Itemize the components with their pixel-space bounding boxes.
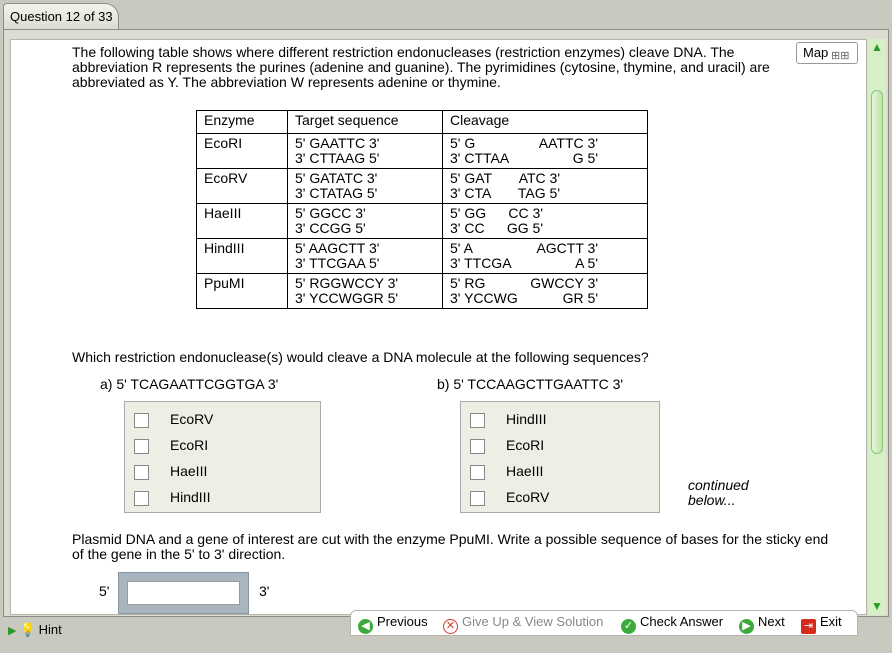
- answer-input-frame: [118, 572, 249, 614]
- part-b-sequence: b) 5' TCCAAGCTTGAATTC 3': [437, 376, 624, 392]
- cleavage-bottom: [450, 291, 598, 306]
- checkbox[interactable]: [470, 439, 485, 454]
- cleavage-top-left: 5' A: [450, 240, 473, 256]
- header-cleavage: Cleavage: [443, 111, 648, 134]
- previous-button[interactable]: [358, 613, 428, 634]
- cleavage-bottom-right: A 5': [575, 255, 598, 271]
- lightbulb-icon: 💡: [19, 622, 36, 637]
- target-bottom: 3' CTTAAG 5': [295, 150, 380, 166]
- option-label: HindIII: [170, 489, 211, 505]
- option-label: EcoRI: [506, 437, 545, 453]
- target-sequence: [288, 134, 443, 169]
- option-label: EcoRV: [170, 411, 214, 427]
- cleavage-bottom: [450, 256, 598, 271]
- previous-label: Previous: [377, 614, 428, 629]
- cleavage-bottom-left: 3' TTCGA: [450, 255, 512, 271]
- cleavage-top-right: AGCTT 3': [536, 240, 598, 256]
- part-b-option[interactable]: [470, 436, 545, 454]
- part-a-sequence: a) 5' TCAGAATTCGGTGA 3': [100, 376, 279, 392]
- exit-button[interactable]: [801, 613, 842, 634]
- cleavage: [443, 169, 648, 204]
- expand-arrow-icon: ▶: [8, 625, 17, 637]
- checkbox[interactable]: [470, 491, 485, 506]
- table-row: [197, 274, 648, 309]
- cleavage-top: [450, 171, 560, 186]
- intro-text: The following table shows where different restriction endonucleases (restriction enzymes) cleave DNA. The abbreviation R represents the purines (adenine and guanine). The pyrimidines (cytosine, thymine, and uracil) are abbreviated as Y. The abbreviation W represents adenine or thymine.: [72, 44, 770, 90]
- table-row: [197, 169, 648, 204]
- part-a-option[interactable]: [134, 462, 208, 480]
- cleavage-bottom-left: 3' CC: [450, 220, 485, 236]
- option-label: EcoRI: [170, 437, 209, 453]
- header-enzyme: Enzyme: [197, 111, 288, 134]
- enzyme-name: EcoRI: [197, 134, 288, 169]
- give-up-x-icon: ✕: [443, 619, 458, 634]
- cleavage-bottom: [450, 151, 598, 166]
- hint-button[interactable]: [8, 622, 62, 638]
- scrollbar-thumb[interactable]: [871, 90, 883, 454]
- target-sequence: [288, 169, 443, 204]
- give-up-label: Give Up & View Solution: [462, 614, 604, 629]
- cleavage-bottom-right: TAG 5': [517, 185, 560, 201]
- cleavage: [443, 204, 648, 239]
- target-bottom: 3' YCCWGGR 5': [295, 290, 399, 306]
- cleavage: [443, 274, 648, 309]
- cleavage-bottom: [450, 221, 543, 236]
- cleavage-top-right: ATC 3': [518, 170, 560, 186]
- target-top: 5' GAATTC 3': [295, 135, 380, 151]
- table-header-row: [197, 111, 648, 134]
- check-icon: ✓: [621, 619, 636, 634]
- target-top: 5' RGGWCCY 3': [295, 275, 399, 291]
- cleavage-bottom: [450, 186, 560, 201]
- question-tab: [3, 3, 119, 29]
- checkbox[interactable]: [470, 465, 485, 480]
- enzyme-name: EcoRV: [197, 169, 288, 204]
- next-button[interactable]: [739, 613, 785, 634]
- part-a-option[interactable]: [134, 436, 209, 454]
- option-label: HaeIII: [170, 463, 208, 479]
- cleavage-top-right: AATTC 3': [538, 135, 598, 151]
- part-a-option[interactable]: [134, 488, 211, 506]
- target-sequence: [288, 274, 443, 309]
- cleavage: [443, 134, 648, 169]
- target-sequence: [288, 204, 443, 239]
- continued-line2: below...: [688, 492, 736, 508]
- exit-icon: ⇥: [801, 619, 816, 634]
- map-button[interactable]: [796, 42, 858, 64]
- cleavage-top-left: 5' GAT: [450, 170, 493, 186]
- five-prime-label: 5': [99, 583, 110, 599]
- question-text: Which restriction endonuclease(s) would cleave a DNA molecule at the following sequences?: [72, 349, 649, 365]
- target-bottom: 3' CTATAG 5': [295, 185, 378, 201]
- next-arrow-icon: ▶: [739, 619, 754, 634]
- cleavage-top: [450, 241, 598, 256]
- three-prime-label: 3': [259, 583, 270, 599]
- target-bottom: 3' CCGG 5': [295, 220, 366, 236]
- header-target: Target sequence: [288, 111, 443, 134]
- part-b-option[interactable]: [470, 410, 547, 428]
- target-top: 5' GATATC 3': [295, 170, 378, 186]
- continued-note: [688, 478, 749, 508]
- continued-line1: continued: [688, 477, 749, 493]
- previous-arrow-icon: ◀: [358, 619, 373, 634]
- cleavage-bottom-left: 3' CTTAA: [450, 150, 510, 166]
- exit-label: Exit: [820, 614, 842, 629]
- check-answer-button[interactable]: [621, 613, 723, 634]
- checkbox[interactable]: [134, 439, 149, 454]
- cleavage-top: [450, 206, 543, 221]
- target-sequence: [288, 239, 443, 274]
- checkbox[interactable]: [470, 413, 485, 428]
- cleavage-top-right: CC 3': [508, 205, 543, 221]
- sticky-end-input[interactable]: [127, 581, 240, 605]
- option-label: HindIII: [506, 411, 547, 427]
- map-button-label: Map: [803, 45, 829, 60]
- table-row: [197, 204, 648, 239]
- next-label: Next: [758, 614, 785, 629]
- part-a-options: [124, 401, 321, 513]
- give-up-button[interactable]: [443, 613, 603, 634]
- part-b-option[interactable]: [470, 462, 544, 480]
- cleavage: [443, 239, 648, 274]
- target-bottom: 3' TTCGAA 5': [295, 255, 380, 271]
- cleavage-top-left: 5' GG: [450, 205, 487, 221]
- question-counter: Question 12 of 33: [10, 9, 113, 24]
- target-top: 5' GGCC 3': [295, 205, 366, 221]
- part-b-options: [460, 401, 660, 513]
- checkbox[interactable]: [134, 465, 149, 480]
- hint-label: Hint: [38, 622, 62, 637]
- map-icon: ⊞⊞: [831, 50, 850, 62]
- plasmid-question-text: Plasmid DNA and a gene of interest are cut with the enzyme PpuMI. Write a possible sequence of bases for the sticky end of the gene in the 5' to 3' direction.: [72, 531, 829, 562]
- part-a-option[interactable]: [134, 410, 214, 428]
- scroll-up-arrow-icon[interactable]: ▲: [871, 40, 883, 54]
- cleavage-bottom-right: GR 5': [562, 290, 598, 306]
- cleavage-bottom-right: GG 5': [506, 220, 543, 236]
- scroll-down-arrow-icon[interactable]: ▼: [871, 599, 883, 613]
- checkbox[interactable]: [134, 491, 149, 506]
- cleavage-top-right: GWCCY 3': [530, 275, 598, 291]
- cleavage-bottom-right: G 5': [572, 150, 598, 166]
- table-row: [197, 239, 648, 274]
- table-row: [197, 134, 648, 169]
- cleavage-top: [450, 276, 598, 291]
- checkbox[interactable]: [134, 413, 149, 428]
- part-b-option[interactable]: [470, 488, 550, 506]
- target-top: 5' AAGCTT 3': [295, 240, 380, 256]
- enzyme-name: HaeIII: [197, 204, 288, 239]
- enzyme-name: HindIII: [197, 239, 288, 274]
- option-label: HaeIII: [506, 463, 544, 479]
- cleavage-top-left: 5' RG: [450, 275, 486, 291]
- cleavage-top: [450, 136, 598, 151]
- enzyme-name: PpuMI: [197, 274, 288, 309]
- cleavage-bottom-left: 3' CTA: [450, 185, 492, 201]
- option-label: EcoRV: [506, 489, 550, 505]
- cleavage-top-left: 5' G: [450, 135, 476, 151]
- check-answer-label: Check Answer: [640, 614, 724, 629]
- cleavage-bottom-left: 3' YCCWG: [450, 290, 518, 306]
- enzyme-table: [196, 110, 648, 309]
